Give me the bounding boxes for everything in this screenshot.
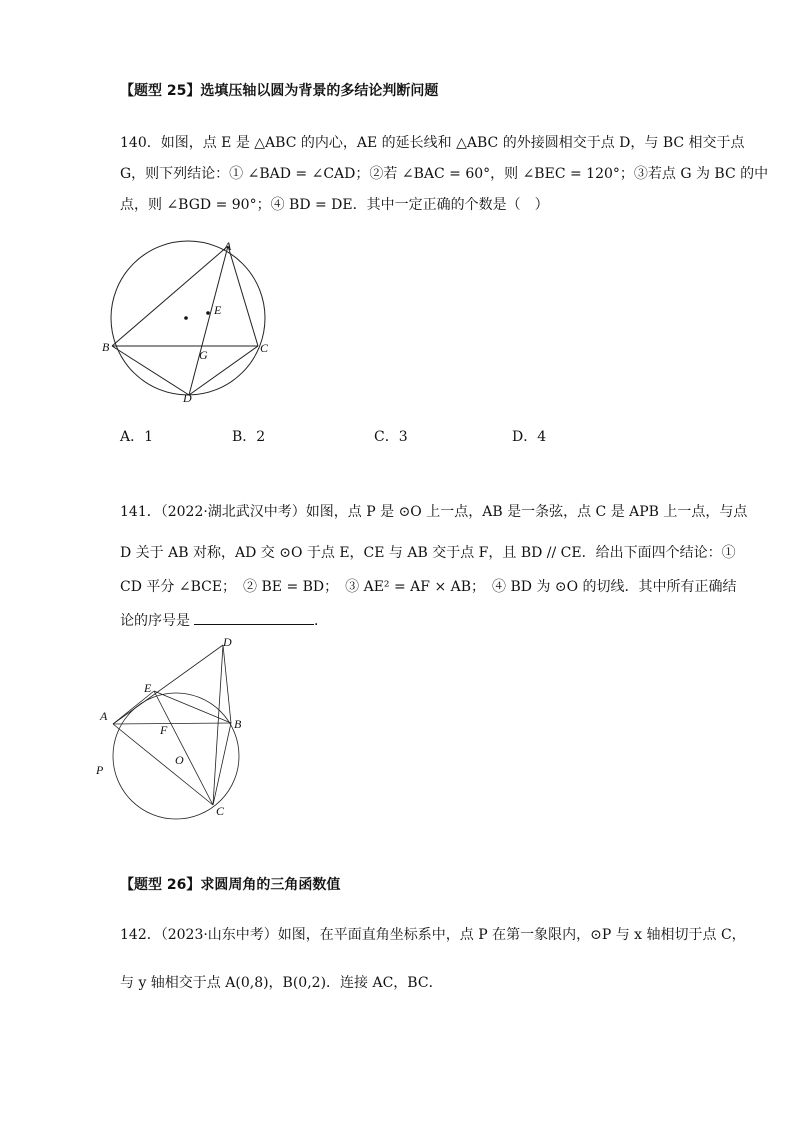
- q140-figure: [100, 238, 280, 408]
- q140-option-a[interactable]: A．1: [120, 429, 154, 445]
- q141-label-p: P: [96, 763, 104, 777]
- q141-line-3: CD 平分 ∠BCE； ② BE = BD； ③ AE² = AF × AB； ④ BD 为 ⊙O 的切线．其中所有正确结: [120, 579, 737, 595]
- q140-line-3: 点，则 ∠BGD = 90°；④ BD = DE．其中一定正确的个数是（ ）: [120, 197, 549, 213]
- q140-circumcircle: [111, 241, 265, 395]
- q140-label-g: G: [199, 348, 208, 362]
- q140-center-dot: [184, 316, 188, 320]
- q140-line-1: 140．如图，点 E 是 △ABC 的内心，AE 的延长线和 △ABC 的外接圆相交于点 D，与 BC 相交于点: [120, 135, 745, 151]
- q141-prompt: 论的序号是: [120, 613, 190, 629]
- q140-label-a: A: [224, 239, 232, 253]
- q142-line-1: 142．（2023·山东中考）如图，在平面直角坐标系中，点 P 在第一象限内，⊙P 与 x 轴相切于点 C，: [120, 927, 746, 943]
- q140-segment-bd: [112, 346, 189, 395]
- q140-point-e-dot: [206, 311, 210, 315]
- q140-option-c[interactable]: C．3: [374, 429, 408, 445]
- q142-line-2: 与 y 轴相交于点 A(0,8)，B(0,2)．连接 AC，BC．: [120, 975, 443, 991]
- section-heading-25: 【题型 25】选填压轴以圆为背景的多结论判断问题: [120, 83, 439, 99]
- q140-line-2: G，则下列结论：① ∠BAD = ∠CAD；②若 ∠BAC = 60°，则 ∠BEC = 120°；③若点 G 为 BC 的中: [120, 166, 769, 182]
- q140-label-b: B: [102, 340, 110, 354]
- q140-label-d: D: [183, 391, 192, 405]
- q141-line-1: 141．（2022·湖北武汉中考）如图，点 P 是 ⊙O 上一点，AB 是一条弦，点 C 是 APB 上一点，与点: [120, 504, 748, 520]
- q141-label-f: F: [160, 723, 168, 737]
- q141-label-a: A: [100, 709, 108, 723]
- q141-line-4: [120, 610, 328, 630]
- q140-option-b[interactable]: B．2: [232, 429, 266, 445]
- q140-segment-ad: [189, 246, 228, 395]
- q141-line-2: D 关于 AB 对称，AD 交 ⊙O 于点 E，CE 与 AB 交于点 F，且 BD // CE．给出下面四个结论：①: [120, 545, 736, 561]
- q141-segment-bd: [223, 645, 231, 723]
- q140-label-e: E: [214, 303, 222, 317]
- q141-period: ．: [314, 613, 328, 629]
- q141-label-e: E: [144, 681, 152, 695]
- q141-label-o: O: [175, 753, 184, 767]
- q140-segment-ac: [228, 246, 258, 346]
- q141-segment-ae: [113, 691, 154, 724]
- q141-figure: [94, 636, 254, 818]
- q141-label-b: B: [234, 717, 242, 731]
- section-heading-26: 【题型 26】求圆周角的三角函数值: [120, 877, 341, 893]
- q141-segment-ab: [113, 723, 231, 724]
- q141-answer-blank[interactable]: [194, 610, 314, 625]
- q140-label-c: C: [260, 341, 269, 355]
- q140-segment-ab: [112, 246, 228, 346]
- q140-option-d[interactable]: D．4: [512, 429, 547, 445]
- q141-label-d: D: [223, 635, 232, 649]
- q141-label-c: C: [216, 804, 225, 818]
- q141-segment-ce: [154, 691, 213, 805]
- q141-segment-ad: [113, 645, 223, 724]
